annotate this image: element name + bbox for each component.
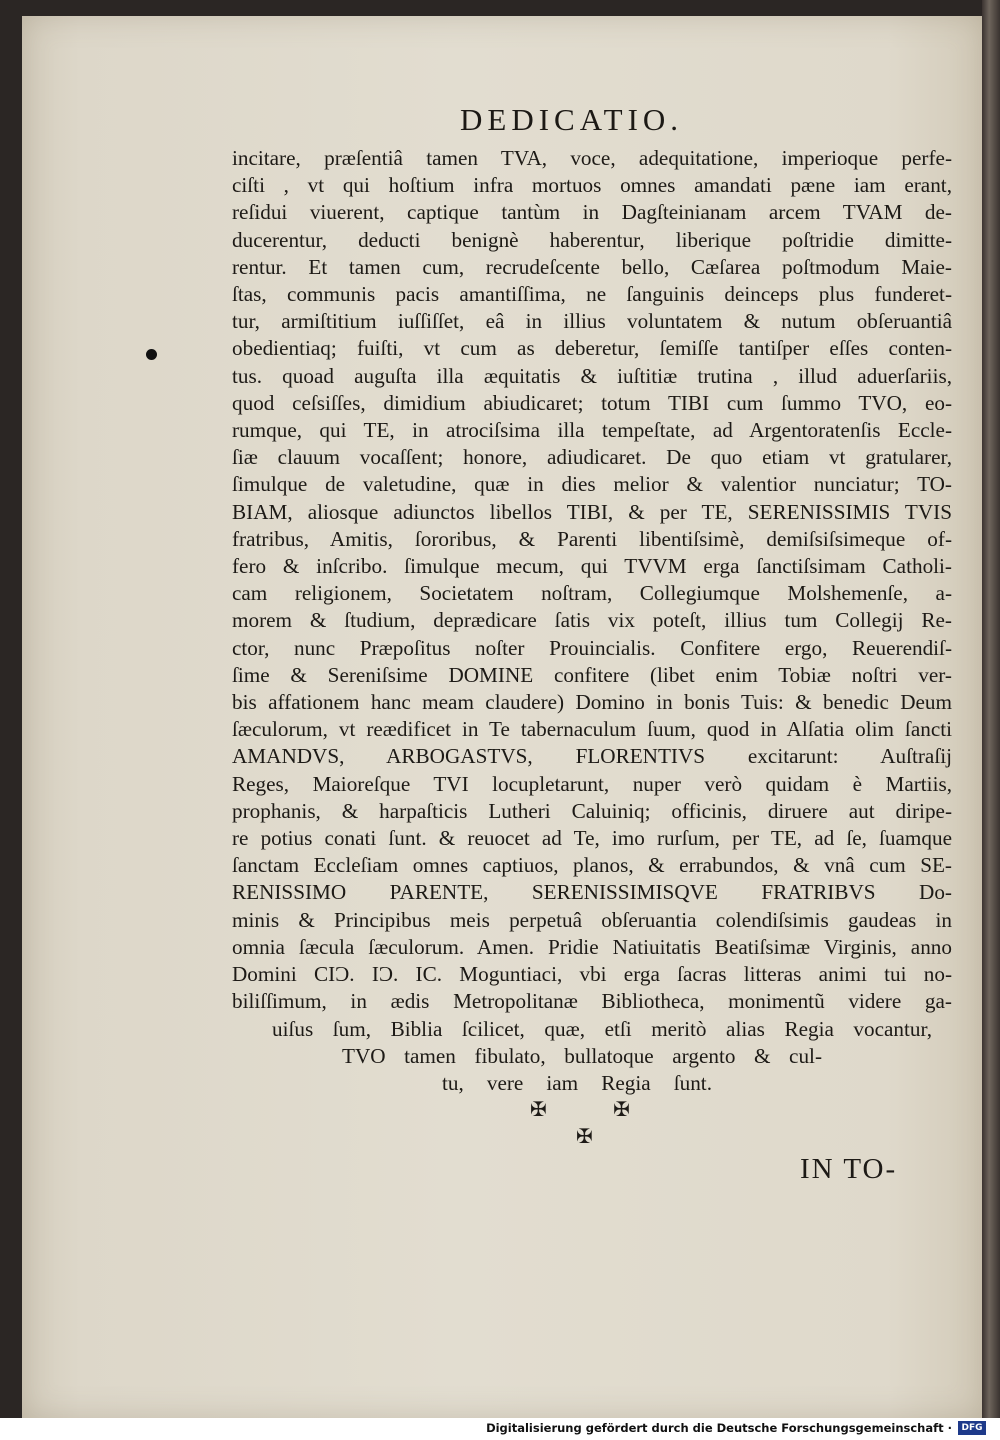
text-line: bis affationem hanc meam claudere) Domino in bonis Tuis: & benedic Deum [232, 690, 952, 715]
text-line: minis & Principibus meis perpetuâ obſeruantia colendiſsimis gaudeas in [232, 907, 952, 932]
text-line: ctor, nunc Præpoſitus noſter Prouincialis. Confitere ergo, Reuerendiſ- [232, 635, 952, 660]
footer-bar [0, 1418, 1000, 1440]
text-line: TVO tamen fibulato, bullatoque argento & cul- [342, 1043, 822, 1068]
text-line: incitare, præſentiâ tamen TVA, voce, adequitatione, imperioque perfe- [232, 146, 952, 170]
text-line: fratribus, Amitis, ſororibus, & Parenti libentiſsimè, demiſsiſsimeque of- [232, 526, 952, 551]
text-line: ciſti , vt qui hoſtium infra mortuos omnes amandati pæne iam erant, [232, 173, 952, 198]
text-line: ſæculorum, vt reædificet in Te tabernaculum ſuum, quod in Alſatia olim ſancti [232, 717, 952, 742]
text-line: morem & ſtudium, deprædicare ſatis vix poteſt, illius tum Collegij Re- [232, 608, 952, 633]
scan-edge [982, 0, 1000, 1418]
text-line: tu, vere iam Regia ſunt. [442, 1070, 712, 1095]
margin-dot-mark [146, 349, 157, 360]
cross-ornament-top: ✠ ✠ [530, 1097, 660, 1121]
text-line: Domini CIƆ. IƆ. IC. Moguntiaci, vbi erga ſacras litteras animi tui no- [232, 962, 952, 987]
text-line: ſiæ clauum vocaſſent; honore, adiudicaret. De quo etiam vt gratularer, [232, 445, 952, 470]
text-line: ducerentur, deducti benignè haberentur, liberique poſtridie dimitte- [232, 227, 952, 252]
catchword: IN TO- [800, 1153, 898, 1185]
text-line: quod ceſsiſſes, dimidium abiudicaret; totum TIBI cum ſummo TVO, eo- [232, 390, 952, 415]
text-line: biliſſimum, in ædis Metropolitanæ Bibliotheca, monimentũ videre ga- [232, 989, 952, 1014]
text-line: Reges, Maioreſque TVI locupletarunt, nuper verò quidam è Martiis, [232, 771, 952, 796]
text-line: obedientiaq; fuiſti, vt cum as deberetur, ſemiſſe tantiſper eſſes conten- [232, 336, 952, 361]
text-line: reſidui viuerent, captique tantùm in Dagſteinianam arcem TVAM de- [232, 200, 952, 225]
text-line: fero & inſcribo. ſimulque mecum, qui TVVM erga ſanctiſsimam Catholi- [232, 554, 952, 579]
dfg-logo-icon[interactable]: DFG [958, 1421, 986, 1435]
text-line: cam religionem, Societatem noſtram, Collegiumque Molshemenſe, a- [232, 581, 952, 606]
page-body-text [232, 145, 952, 1097]
text-line: ſtas, communis pacis amantiſſima, ne ſanguinis deinceps plus funderet- [232, 282, 952, 307]
text-line: prophanis, & harpaſticis Lutheri Caluiniq; officinis, diruere aut diripe- [232, 798, 952, 823]
text-line: AMANDVS, ARBOGASTVS, FLORENTIVS excitarunt: Auſtraſij [232, 744, 952, 769]
text-line: tur, armiſtitium iuſſiſſet, eâ in illius voluntatem & nutum obſeruantiâ [232, 309, 952, 334]
text-line: rentur. Et tamen cum, recrudeſcente bello, Cæſarea poſtmodum Maie- [232, 254, 952, 279]
cross-ornament-bottom: ✠ [576, 1124, 593, 1148]
funding-credit: Digitalisierung gefördert durch die Deutsche Forschungsgemeinschaft · [486, 1421, 952, 1435]
text-line: re potius conati ſunt. & reuocet ad Te, imo rurſum, per TE, ad ſe, ſuamque [232, 826, 952, 851]
text-line: BIAM, aliosque adiunctos libellos TIBI, & per TE, SERENISSIMIS TVIS [232, 499, 952, 524]
page-header-title: DEDICATIO. [460, 102, 684, 137]
text-line: ſimulque de valetudine, quæ in dies melior & valentior nunciatur; TO- [232, 472, 952, 497]
text-line: ſime & Sereniſsime DOMINE confitere (libet enim Tobiæ noſtri ver- [232, 662, 952, 687]
text-line: uiſus ſum, Biblia ſcilicet, quæ, etſi meritò alias Regia vocantur, [272, 1016, 932, 1041]
text-line: RENISSIMO PARENTE, SERENISSIMISQVE FRATRIBVS Do- [232, 880, 952, 905]
text-line: omnia ſæcula ſæculorum. Amen. Pridie Natiuitatis Beatiſsimæ Virginis, anno [232, 934, 952, 959]
text-line: tus. quoad auguſta illa æquitatis & iuſtitiæ trutina , illud aduerſariis, [232, 363, 952, 388]
text-line: rumque, qui TE, in atrociſsima illa tempeſtate, ad Argentoratenſis Eccle- [232, 418, 952, 443]
text-line: ſanctam Eccleſiam omnes captiuos, planos, & errabundos, & vnâ cum SE- [232, 853, 952, 878]
